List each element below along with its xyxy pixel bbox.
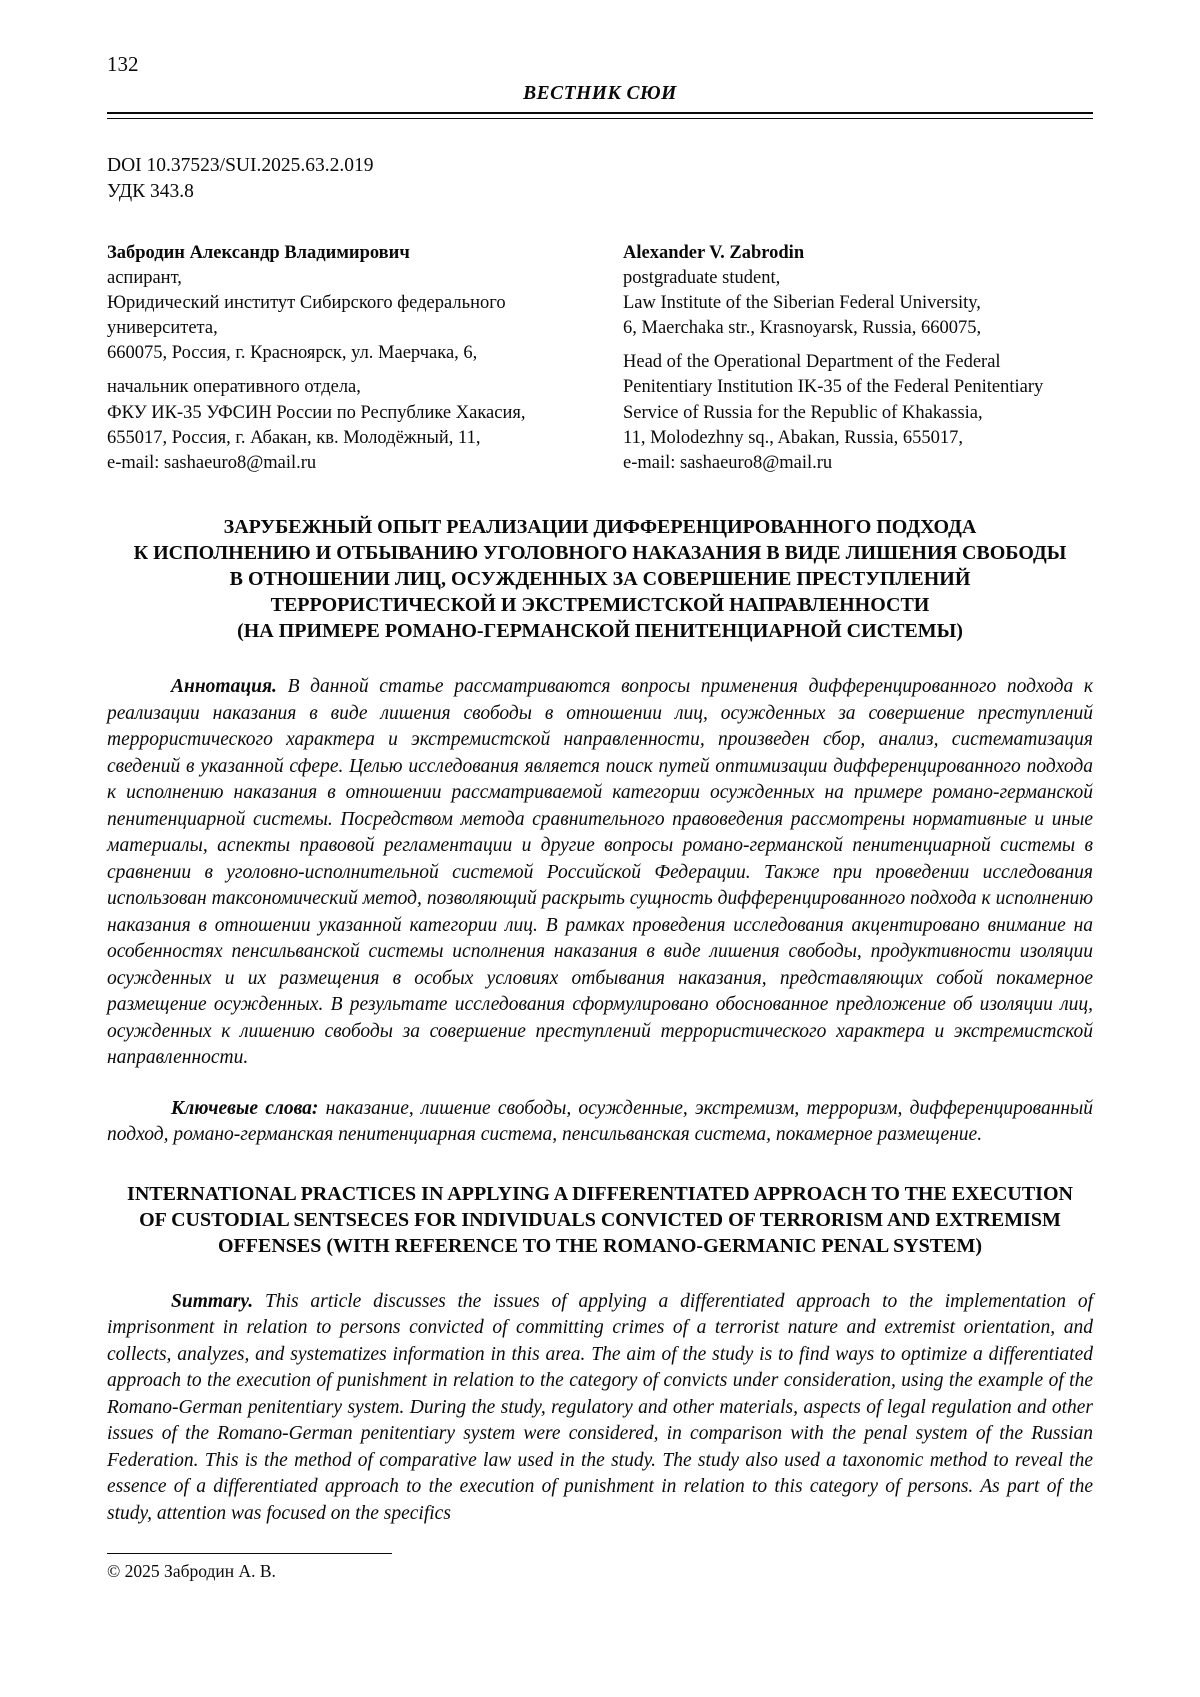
keywords-text: наказание, лишение свободы, осужденные, экстремизм, терроризм, дифференцированный подход, романо-германская пенитенциарная система, пенсильванская система, покамерное размещение. (107, 1097, 1094, 1146)
summary-label: Summary. (171, 1290, 254, 1312)
article-meta (107, 153, 1093, 204)
author-name-ru: Забродин Александр Владимирович (107, 242, 410, 263)
authors-block (107, 241, 1093, 476)
abstract-paragraph (107, 674, 1093, 1072)
author-affiliation-en-1: postgraduate student, Law Institute of the Siberian Federal University, 6, Maerchaka str., Krasnoyarsk, Russia, 660075, (623, 267, 982, 339)
udk-line: УДК 343.8 (107, 180, 194, 202)
footnote-divider (107, 1553, 392, 1554)
author-column-en (623, 241, 1093, 476)
author-affiliation-ru-2: начальник оперативного отдела, ФКУ ИК-35 УФСИН России по Республике Хакасия, 655017, Россия, г. Абакан, кв. Молодёжный, 11, e-mail: sashaeuro8@mail.ru (107, 377, 526, 473)
abstract-label: Аннотация. (171, 676, 277, 698)
author-affiliation-en-2: Head of the Operational Department of the Federal Penitentiary Institution IK-35 of the Federal Penitentiary Service of Russia for the Republic of Khakassia, 11, Molodezhny sq., Abakan, Russia, 655017, e-mail: sashaeuro8@mail.ru (623, 352, 1044, 473)
doi-line: DOI 10.37523/SUI.2025.63.2.019 (107, 155, 374, 177)
journal-header-title: ВЕСТНИК СЮИ (523, 83, 677, 105)
author-column-ru (107, 241, 577, 476)
first-page-footnote (107, 1553, 1093, 1582)
page-number: 132 (107, 52, 139, 76)
header-divider (107, 112, 1093, 119)
summary-paragraph (107, 1289, 1093, 1528)
author-name-en: Alexander V. Zabrodin (623, 242, 805, 263)
article-title-ru: ЗАРУБЕЖНЫЙ ОПЫТ РЕАЛИЗАЦИИ ДИФФЕРЕНЦИРОВАННОГО ПОДХОДА К ИСПОЛНЕНИЮ И ОТБЫВАНИЮ УГОЛОВНОГО НАКАЗАНИЯ В ВИДЕ ЛИШЕНИЯ СВОБОДЫ В ОТНОШЕНИИ ЛИЦ, ОСУЖДЕННЫХ ЗА СОВЕРШЕНИЕ ПРЕСТУПЛЕНИЙ ТЕРРОРИСТИЧЕСКОЙ И ЭКСТРЕМИСТСКОЙ НАПРАВЛЕННОСТИ (НА ПРИМЕРЕ РОМАНО-ГЕРМАНСКОЙ ПЕНИТЕНЦИАРНОЙ СИСТЕМЫ) (133, 516, 1067, 643)
copyright-line: © 2025 Забродин А. В. (107, 1561, 276, 1582)
keywords-paragraph (107, 1096, 1093, 1149)
article-title-en: INTERNATIONAL PRACTICES IN APPLYING A DIFFERENTIATED APPROACH TO THE EXECUTION OF CUSTODIAL SENTSECES FOR INDIVIDUALS CONVICTED OF TERRORISM AND EXTREMISM OFFENSES (WITH REFERENCE TO THE ROMANO-GERMANIC PENAL SYSTEM) (127, 1182, 1073, 1257)
author-affiliation-ru-1: аспирант, Юридический институт Сибирского федерального университета, 660075, Россия, г. Красноярск, ул. Маерчака, 6, (107, 267, 506, 364)
abstract-text: В данной статье рассматриваются вопросы применения дифференцированного подхода к реализации наказания в виде лишения свободы в отношении лиц, осужденных за совершение преступлений террористического характера и экстремистской направленности, произведен сбор, анализ, систематизация сведений в указанной сфере. Целью исследования является поиск путей оптимизации дифференцированного подхода к исполнению наказания в отношении рассматриваемой категории осужденных на примере романо-германской пенитенциарной системы. Посредством метода сравнительного правоведения рассмотрены нормативные и иные материалы, аспекты правовой регламентации и другие вопросы романо-германской пенитенциарной системы в сравнении в уголовно-исполнительной системой Российской Федерации. Также при проведении исследования использован таксономический метод, позволяющий раскрыть сущность дифференцированного подхода к исполнению наказания в отношении указанной категории лиц. В рамках проведения исследования акцентировано внимание на особенностях пенсильванской системы исполнения наказания в виде лишения свободы, продуктивности изоляции осужденных и их размещения в особых условиях отбывания наказания, представляющих собой покамерное размещение осужденных. В результате исследования сформулировано обоснованное предложение об изоляции лиц, осужденных к лишению свободы за совершение преступлений террористического характера и экстремистской направленности. (107, 676, 1093, 1069)
summary-text: This article discusses the issues of applying a differentiated approach to the implementation of imprisonment in relation to persons convicted of committing crimes of a terrorist nature and extremist orientation, and collects, analyzes, and systematizes information in this area. The aim of the study is to find ways to optimize a differentiated approach to the execution of punishment in relation to the category of convicts under consideration, using the example of the Romano-German penitentiary system. During the study, regulatory and other materials, aspects of legal regulation and other issues of the Romano-German penitentiary system were considered, in comparison with the penal system of the Russian Federation. This is the method of comparative law used in the study. The study also used a taxonomic method to reveal the essence of a differentiated approach to the execution of punishment in relation to this category of persons. As part of the study, attention was focused on the specifics (107, 1290, 1093, 1524)
keywords-label: Ключевые слова: (171, 1097, 319, 1119)
